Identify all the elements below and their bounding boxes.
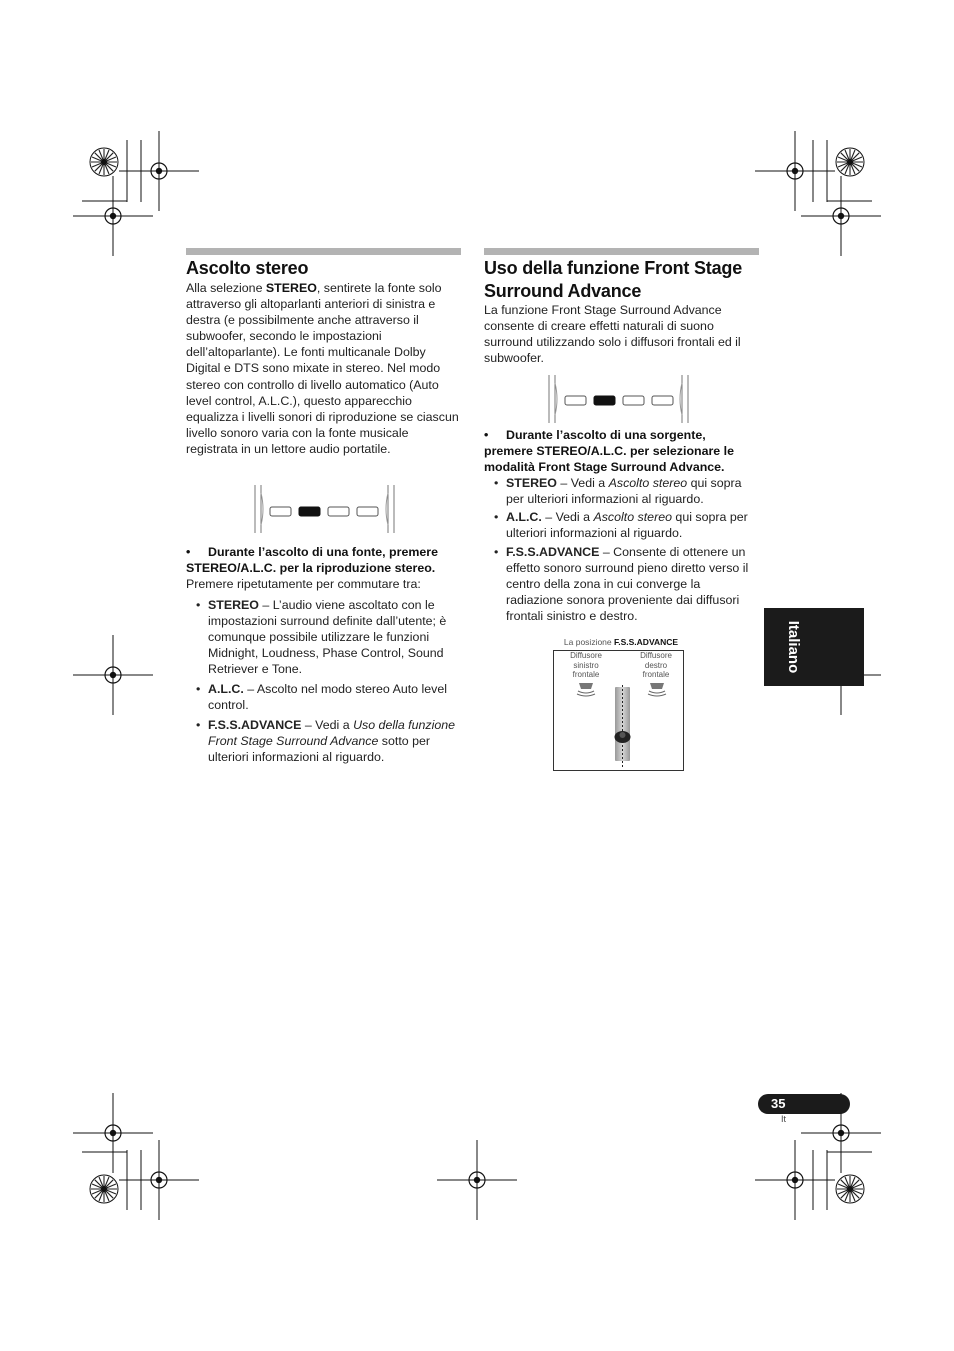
left-speaker-icon — [577, 683, 595, 696]
step-left: Durante l’ascolto di una fonte, premere STEREO/A.L.C. per la riproduzione stereo. — [186, 545, 438, 576]
front-panel-illustration-left — [252, 485, 397, 533]
fss-diagram-graphic — [554, 651, 683, 770]
section-rule-right — [484, 248, 759, 255]
list-item-alc-left: • A.L.C. – Ascolto nel modo stereo Auto level control. — [196, 682, 447, 713]
list-item-stereo-right: • STEREO – Vedi a Ascolto stereo qui sopra per ulteriori informazioni al riguardo. — [494, 476, 742, 507]
list-item-alc-right: • A.L.C. – Vedi a Ascolto stereo qui sopra per ulteriori informazioni al riguardo. — [494, 510, 748, 541]
diagram-caption: La posizione F.S.S.ADVANCE — [563, 637, 679, 647]
section-title-left: Ascolto stereo — [186, 258, 309, 278]
step-note-left: Premere ripetutamente per commutare tra: — [186, 577, 421, 591]
step-bullet-right: • — [484, 428, 489, 442]
list-item-fss-right: • F.S.S.ADVANCE – Consente di ottenere un effetto sonoro surround pieno diretto verso il centro della zona in cui converge la radiazione sonora proveniente dai diffusori frontali sinistro e destro. — [494, 545, 749, 624]
language-tab-label: Italiano — [785, 620, 802, 674]
right-intro: La funzione Front Stage Surround Advance consente di creare effetti naturali di suono surround utilizzando solo i diffusori frontali ed il subwoofer. — [484, 303, 741, 366]
section-title-right: Uso della funzione Front Stage Surround Advance — [484, 258, 743, 301]
step-bullet-left: • — [186, 545, 191, 559]
step-right: Durante l’ascolto di una sorgente, premere STEREO/A.L.C. per selezionare le modalità Front Stage Surround Advance. — [484, 428, 734, 475]
section-rule-left — [186, 248, 461, 255]
fss-position-diagram — [553, 650, 684, 771]
right-speaker-icon — [648, 683, 666, 696]
page-number: 35 — [771, 1096, 786, 1111]
list-item-stereo-left: • STEREO – L’audio viene ascoltato con le impostazioni surround definite dall’utente; è comunque possibile utilizzare le funzioni Midnight, Loudness, Phase Control, Sound Retriever e Tone. — [196, 598, 447, 677]
front-panel-illustration-right — [546, 375, 691, 423]
page-language-code: It — [781, 1114, 787, 1124]
list-item-fss-left: • F.S.S.ADVANCE – Vedi a Uso della funzione Front Stage Surround Advance sotto per ulteriori informazioni al riguardo. — [196, 718, 456, 765]
language-tab — [764, 608, 864, 686]
right-speaker-label: Diffusore destro frontale — [640, 651, 672, 680]
left-speaker-label: Diffusore sinistro frontale — [570, 651, 602, 680]
page-number-badge — [758, 1094, 850, 1114]
left-intro: Alla selezione STEREO, sentirete la fonte solo attraverso gli altoparlanti anteriori di sinistra e destra (e possibilmente anche attraverso il subwoofer, secondo le impostazioni dell’altoparlante). Le fonti multicanale Dolby Digital e DTS sono mixate in stereo. Nel modo stereo con controllo di livello automatico (Auto level control, A.L.C.), questo apparecchio equalizza i livelli sonori di riproduzione se ciascun livello sonoro varia con la fonte musicale registrata in un lettore audio portatile. — [186, 281, 459, 456]
